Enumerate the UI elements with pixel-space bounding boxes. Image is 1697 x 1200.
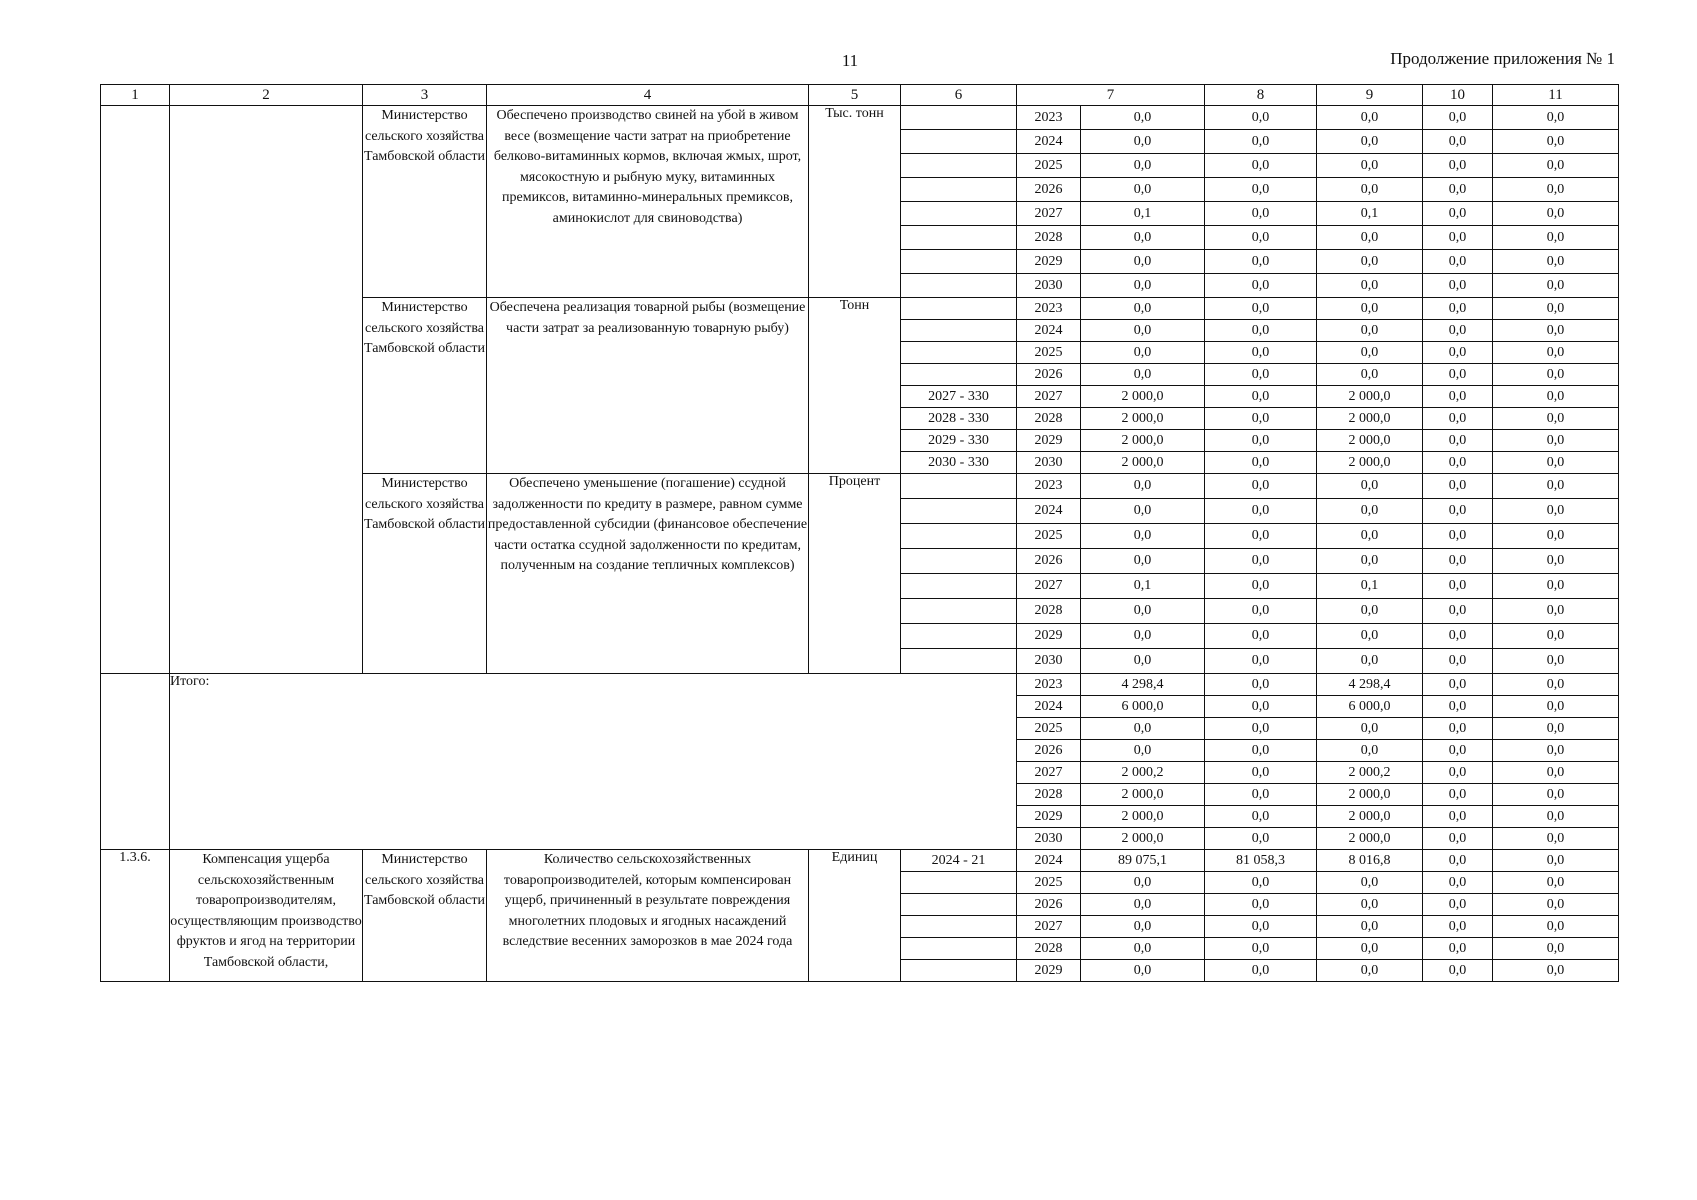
amount-cell: 0,0: [1205, 274, 1317, 298]
amount-cell: 0,0: [1205, 784, 1317, 806]
amount-cell: 2 000,0: [1317, 806, 1423, 828]
year-cell: 2027: [1017, 574, 1081, 599]
target-value-cell: [901, 320, 1017, 342]
amount-cell: 0,0: [1205, 960, 1317, 982]
amount-cell: 0,0: [1423, 960, 1493, 982]
target-value-cell: 2027 - 330: [901, 386, 1017, 408]
amount-cell: 0,0: [1493, 599, 1619, 624]
amount-cell: 0,0: [1493, 364, 1619, 386]
year-cell: 2024: [1017, 320, 1081, 342]
amount-cell: 0,0: [1081, 106, 1205, 130]
amount-cell: 0,0: [1205, 762, 1317, 784]
amount-cell: 0,0: [1423, 916, 1493, 938]
column-number-2: 2: [170, 85, 363, 106]
amount-cell: 0,0: [1423, 524, 1493, 549]
year-cell: 2029: [1017, 250, 1081, 274]
amount-cell: 0,0: [1493, 298, 1619, 320]
amount-cell: 0,0: [1493, 452, 1619, 474]
amount-cell: 0,0: [1081, 872, 1205, 894]
column-number-8: 8: [1205, 85, 1317, 106]
amount-cell: 0,0: [1081, 894, 1205, 916]
amount-cell: 0,0: [1317, 274, 1423, 298]
column-number-10: 10: [1423, 85, 1493, 106]
amount-cell: 0,0: [1423, 154, 1493, 178]
amount-cell: 0,0: [1205, 178, 1317, 202]
year-cell: 2028: [1017, 599, 1081, 624]
amount-cell: 0,0: [1423, 364, 1493, 386]
amount-cell: 0,0: [1423, 250, 1493, 274]
amount-cell: 0,0: [1205, 130, 1317, 154]
year-cell: 2025: [1017, 524, 1081, 549]
year-cell: 2028: [1017, 226, 1081, 250]
appendix-table: [100, 84, 1619, 982]
amount-cell: 0,0: [1317, 342, 1423, 364]
amount-cell: 0,0: [1423, 178, 1493, 202]
amount-cell: 2 000,0: [1081, 386, 1205, 408]
ministry-cell: Министерство сельского хозяйства Тамбовской области: [363, 474, 487, 674]
amount-cell: 8 016,8: [1317, 850, 1423, 872]
year-cell: 2026: [1017, 364, 1081, 386]
amount-cell: 0,0: [1423, 298, 1493, 320]
amount-cell: 0,0: [1493, 806, 1619, 828]
page-number: 11: [841, 51, 859, 70]
year-cell: 2023: [1017, 298, 1081, 320]
amount-cell: 0,0: [1205, 452, 1317, 474]
target-value-cell: [901, 202, 1017, 226]
amount-cell: 0,0: [1317, 894, 1423, 916]
amount-cell: 0,0: [1205, 696, 1317, 718]
event-name-cell: Компенсация ущерба сельскохозяйственным товаропроизводителям, осуществляющим производство фруктов и ягод на территории Тамбовской области,: [170, 850, 363, 982]
amount-cell: 0,0: [1081, 364, 1205, 386]
amount-cell: 0,0: [1493, 574, 1619, 599]
amount-cell: 0,0: [1205, 106, 1317, 130]
target-value-cell: [901, 960, 1017, 982]
amount-cell: 0,0: [1493, 649, 1619, 674]
column-number-6: 6: [901, 85, 1017, 106]
year-cell: 2025: [1017, 718, 1081, 740]
amount-cell: 0,0: [1423, 130, 1493, 154]
amount-cell: 0,0: [1205, 386, 1317, 408]
year-cell: 2027: [1017, 386, 1081, 408]
year-cell: 2027: [1017, 916, 1081, 938]
amount-cell: 2 000,0: [1317, 784, 1423, 806]
amount-cell: 0,0: [1205, 828, 1317, 850]
amount-cell: 0,0: [1423, 850, 1493, 872]
continuation-note: Продолжение приложения № 1: [1390, 49, 1615, 68]
amount-cell: 0,0: [1081, 599, 1205, 624]
amount-cell: 2 000,0: [1317, 828, 1423, 850]
amount-cell: 0,0: [1493, 499, 1619, 524]
total-number-cell-empty: [101, 674, 170, 850]
amount-cell: 0,0: [1205, 320, 1317, 342]
target-value-cell: [901, 916, 1017, 938]
amount-cell: 0,0: [1423, 408, 1493, 430]
ministry-cell: Министерство сельского хозяйства Тамбовской области: [363, 298, 487, 474]
amount-cell: 0,0: [1081, 549, 1205, 574]
year-cell: 2024: [1017, 696, 1081, 718]
amount-cell: 2 000,0: [1081, 408, 1205, 430]
target-value-cell: [901, 342, 1017, 364]
amount-cell: 0,0: [1205, 718, 1317, 740]
amount-cell: 0,0: [1205, 938, 1317, 960]
year-cell: 2024: [1017, 130, 1081, 154]
amount-cell: 0,0: [1493, 274, 1619, 298]
target-value-cell: [901, 274, 1017, 298]
amount-cell: 0,0: [1493, 474, 1619, 499]
target-value-cell: [901, 178, 1017, 202]
amount-cell: 0,0: [1205, 872, 1317, 894]
amount-cell: 0,0: [1423, 599, 1493, 624]
amount-cell: 0,0: [1423, 624, 1493, 649]
amount-cell: 0,0: [1423, 320, 1493, 342]
year-cell: 2023: [1017, 106, 1081, 130]
target-value-cell: [901, 599, 1017, 624]
target-value-cell: 2028 - 330: [901, 408, 1017, 430]
column-number-3: 3: [363, 85, 487, 106]
column-number-11: 11: [1493, 85, 1619, 106]
amount-cell: 0,0: [1205, 226, 1317, 250]
amount-cell: 0,0: [1205, 342, 1317, 364]
unit-cell: Единиц: [809, 850, 901, 982]
amount-cell: 0,0: [1493, 106, 1619, 130]
year-cell: 2025: [1017, 154, 1081, 178]
amount-cell: 0,0: [1493, 250, 1619, 274]
total-label: Итого:: [170, 674, 1017, 850]
amount-cell: 0,0: [1205, 250, 1317, 274]
target-value-cell: [901, 574, 1017, 599]
target-value-cell: 2024 - 21: [901, 850, 1017, 872]
amount-cell: 0,0: [1317, 499, 1423, 524]
amount-cell: 0,0: [1493, 762, 1619, 784]
amount-cell: 4 298,4: [1317, 674, 1423, 696]
year-cell: 2025: [1017, 342, 1081, 364]
amount-cell: 0,0: [1081, 250, 1205, 274]
amount-cell: 0,0: [1493, 430, 1619, 452]
total-row: [101, 674, 1619, 696]
amount-cell: 0,0: [1317, 938, 1423, 960]
year-cell: 2024: [1017, 499, 1081, 524]
amount-cell: 0,0: [1317, 872, 1423, 894]
amount-cell: 0,0: [1317, 524, 1423, 549]
amount-cell: 0,0: [1317, 960, 1423, 982]
amount-cell: 0,0: [1423, 828, 1493, 850]
indicator-cell: Обеспечено производство свиней на убой в живом весе (возмещение части затрат на приобретение белково-витаминных кормов, включая жмых, шрот, мясокостную и рыбную муку, витаминных премиксов, витаминно-минеральных премиксов, аминокислот для свиноводства): [487, 106, 809, 298]
year-cell: 2029: [1017, 960, 1081, 982]
year-cell: 2026: [1017, 740, 1081, 762]
year-cell: 2029: [1017, 430, 1081, 452]
amount-cell: 0,0: [1423, 106, 1493, 130]
amount-cell: 0,0: [1317, 916, 1423, 938]
amount-cell: 0,0: [1317, 320, 1423, 342]
amount-cell: 0,0: [1081, 960, 1205, 982]
amount-cell: 0,0: [1081, 916, 1205, 938]
amount-cell: 0,0: [1423, 649, 1493, 674]
amount-cell: 0,0: [1493, 872, 1619, 894]
amount-cell: 0,0: [1081, 524, 1205, 549]
year-cell: 2028: [1017, 938, 1081, 960]
amount-cell: 0,0: [1423, 784, 1493, 806]
target-value-cell: 2030 - 330: [901, 452, 1017, 474]
target-value-cell: [901, 226, 1017, 250]
header-row: [101, 85, 1619, 106]
amount-cell: 0,0: [1317, 718, 1423, 740]
amount-cell: 0,0: [1317, 624, 1423, 649]
amount-cell: 0,0: [1423, 274, 1493, 298]
amount-cell: 0,0: [1081, 649, 1205, 674]
amount-cell: 0,0: [1205, 740, 1317, 762]
amount-cell: 0,0: [1205, 574, 1317, 599]
amount-cell: 0,1: [1081, 574, 1205, 599]
amount-cell: 4 298,4: [1081, 674, 1205, 696]
year-cell: 2030: [1017, 274, 1081, 298]
amount-cell: 0,0: [1317, 364, 1423, 386]
amount-cell: 2 000,0: [1081, 452, 1205, 474]
amount-cell: 0,0: [1423, 740, 1493, 762]
ministry-cell: Министерство сельского хозяйства Тамбовской области: [363, 850, 487, 982]
amount-cell: 0,0: [1317, 298, 1423, 320]
year-cell: 2026: [1017, 549, 1081, 574]
amount-cell: 0,0: [1493, 154, 1619, 178]
target-value-cell: [901, 549, 1017, 574]
target-value-cell: [901, 130, 1017, 154]
amount-cell: 0,0: [1423, 894, 1493, 916]
target-value-cell: 2029 - 330: [901, 430, 1017, 452]
amount-cell: 0,0: [1493, 386, 1619, 408]
number-cell-empty: [101, 106, 170, 674]
amount-cell: 0,0: [1081, 274, 1205, 298]
amount-cell: 2 000,2: [1081, 762, 1205, 784]
amount-cell: 0,0: [1205, 364, 1317, 386]
amount-cell: 0,0: [1493, 784, 1619, 806]
amount-cell: 2 000,0: [1317, 430, 1423, 452]
unit-cell: Тыс. тонн: [809, 106, 901, 298]
amount-cell: 0,0: [1493, 740, 1619, 762]
amount-cell: 0,0: [1317, 549, 1423, 574]
amount-cell: 0,0: [1205, 430, 1317, 452]
amount-cell: 0,0: [1081, 938, 1205, 960]
amount-cell: 0,0: [1423, 202, 1493, 226]
amount-cell: 0,0: [1423, 696, 1493, 718]
amount-cell: 0,0: [1423, 718, 1493, 740]
year-cell: 2027: [1017, 202, 1081, 226]
amount-cell: 0,0: [1205, 524, 1317, 549]
target-value-cell: [901, 298, 1017, 320]
amount-cell: 0,0: [1423, 430, 1493, 452]
amount-cell: 0,0: [1317, 740, 1423, 762]
amount-cell: 0,0: [1493, 828, 1619, 850]
year-cell: 2023: [1017, 474, 1081, 499]
amount-cell: 0,0: [1423, 762, 1493, 784]
amount-cell: 0,0: [1423, 342, 1493, 364]
year-cell: 2027: [1017, 762, 1081, 784]
ministry-cell: Министерство сельского хозяйства Тамбовской области: [363, 106, 487, 298]
year-cell: 2030: [1017, 649, 1081, 674]
amount-cell: 0,0: [1493, 342, 1619, 364]
amount-cell: 6 000,0: [1317, 696, 1423, 718]
amount-cell: 0,0: [1493, 960, 1619, 982]
amount-cell: 2 000,0: [1081, 784, 1205, 806]
amount-cell: 0,0: [1317, 649, 1423, 674]
indicator-cell: Обеспечено уменьшение (погашение) ссудной задолженности по кредиту в размере, равном сумме предоставленной субсидии (финансовое обеспечение части остатка ссудной задолженности по кредитам, полученным на создание тепличных комплексов): [487, 474, 809, 674]
amount-cell: 0,0: [1423, 806, 1493, 828]
target-value-cell: [901, 499, 1017, 524]
amount-cell: 0,0: [1205, 154, 1317, 178]
amount-cell: 2 000,0: [1081, 806, 1205, 828]
amount-cell: 0,0: [1423, 474, 1493, 499]
year-cell: 2030: [1017, 452, 1081, 474]
amount-cell: 0,0: [1081, 624, 1205, 649]
amount-cell: 2 000,0: [1081, 430, 1205, 452]
column-number-9: 9: [1317, 85, 1423, 106]
amount-cell: 0,0: [1493, 718, 1619, 740]
amount-cell: 2 000,0: [1317, 452, 1423, 474]
amount-cell: 0,0: [1081, 342, 1205, 364]
table-row: [101, 850, 1619, 872]
amount-cell: 0,0: [1317, 599, 1423, 624]
amount-cell: 0,0: [1493, 226, 1619, 250]
amount-cell: 0,0: [1081, 320, 1205, 342]
amount-cell: 0,0: [1423, 574, 1493, 599]
amount-cell: 0,0: [1493, 938, 1619, 960]
amount-cell: 0,0: [1081, 740, 1205, 762]
column-number-4: 4: [487, 85, 809, 106]
amount-cell: 0,0: [1423, 938, 1493, 960]
target-value-cell: [901, 524, 1017, 549]
amount-cell: 0,0: [1205, 649, 1317, 674]
year-cell: 2030: [1017, 828, 1081, 850]
amount-cell: 0,0: [1423, 674, 1493, 696]
year-cell: 2028: [1017, 408, 1081, 430]
amount-cell: 0,0: [1317, 250, 1423, 274]
amount-cell: 0,0: [1317, 130, 1423, 154]
year-cell: 2024: [1017, 850, 1081, 872]
amount-cell: 0,0: [1205, 499, 1317, 524]
amount-cell: 6 000,0: [1081, 696, 1205, 718]
target-value-cell: [901, 474, 1017, 499]
amount-cell: 0,0: [1423, 499, 1493, 524]
amount-cell: 0,0: [1493, 916, 1619, 938]
amount-cell: 0,0: [1317, 226, 1423, 250]
amount-cell: 0,0: [1081, 178, 1205, 202]
column-number-5: 5: [809, 85, 901, 106]
unit-cell: Тонн: [809, 298, 901, 474]
amount-cell: 0,0: [1317, 178, 1423, 202]
year-cell: 2029: [1017, 806, 1081, 828]
amount-cell: 0,0: [1493, 674, 1619, 696]
amount-cell: 0,0: [1493, 624, 1619, 649]
year-cell: 2025: [1017, 872, 1081, 894]
year-cell: 2029: [1017, 624, 1081, 649]
amount-cell: 0,0: [1493, 696, 1619, 718]
amount-cell: 0,0: [1205, 474, 1317, 499]
amount-cell: 0,0: [1205, 916, 1317, 938]
amount-cell: 0,0: [1205, 298, 1317, 320]
target-value-cell: [901, 364, 1017, 386]
amount-cell: 89 075,1: [1081, 850, 1205, 872]
amount-cell: 0,0: [1081, 499, 1205, 524]
amount-cell: 2 000,0: [1081, 828, 1205, 850]
amount-cell: 0,0: [1423, 549, 1493, 574]
amount-cell: 0,0: [1205, 894, 1317, 916]
amount-cell: 0,0: [1493, 178, 1619, 202]
amount-cell: 0,0: [1205, 674, 1317, 696]
amount-cell: 2 000,0: [1317, 386, 1423, 408]
amount-cell: 2 000,2: [1317, 762, 1423, 784]
amount-cell: 0,1: [1317, 574, 1423, 599]
amount-cell: 0,1: [1081, 202, 1205, 226]
unit-cell: Процент: [809, 474, 901, 674]
amount-cell: 0,0: [1205, 806, 1317, 828]
amount-cell: 0,0: [1205, 624, 1317, 649]
amount-cell: 0,0: [1205, 408, 1317, 430]
target-value-cell: [901, 106, 1017, 130]
target-value-cell: [901, 154, 1017, 178]
amount-cell: 0,0: [1493, 894, 1619, 916]
amount-cell: 0,0: [1493, 320, 1619, 342]
target-value-cell: [901, 938, 1017, 960]
amount-cell: 0,0: [1493, 408, 1619, 430]
amount-cell: 81 058,3: [1205, 850, 1317, 872]
amount-cell: 0,0: [1205, 599, 1317, 624]
amount-cell: 0,0: [1423, 872, 1493, 894]
amount-cell: 0,0: [1081, 154, 1205, 178]
year-cell: 2028: [1017, 784, 1081, 806]
target-value-cell: [901, 250, 1017, 274]
amount-cell: 0,0: [1317, 154, 1423, 178]
indicator-cell: Обеспечена реализация товарной рыбы (возмещение части затрат за реализованную товарную рыбу): [487, 298, 809, 474]
amount-cell: 0,0: [1493, 850, 1619, 872]
target-value-cell: [901, 894, 1017, 916]
amount-cell: 0,0: [1493, 130, 1619, 154]
amount-cell: 0,0: [1081, 226, 1205, 250]
amount-cell: 0,0: [1081, 474, 1205, 499]
amount-cell: 0,0: [1317, 106, 1423, 130]
amount-cell: 0,0: [1423, 386, 1493, 408]
target-value-cell: [901, 624, 1017, 649]
amount-cell: 0,0: [1493, 202, 1619, 226]
amount-cell: 2 000,0: [1317, 408, 1423, 430]
amount-cell: 0,0: [1423, 452, 1493, 474]
amount-cell: 0,0: [1493, 524, 1619, 549]
column-number-7: 7: [1017, 85, 1205, 106]
amount-cell: 0,0: [1205, 549, 1317, 574]
amount-cell: 0,1: [1317, 202, 1423, 226]
event-name-cell-empty: [170, 106, 363, 674]
amount-cell: 0,0: [1081, 718, 1205, 740]
amount-cell: 0,0: [1081, 130, 1205, 154]
item-number: 1.3.6.: [101, 850, 170, 982]
target-value-cell: [901, 872, 1017, 894]
amount-cell: 0,0: [1081, 298, 1205, 320]
indicator-cell: Количество сельскохозяйственных товаропроизводителей, которым компенсирован ущерб, причиненный в результате повреждения многолетних плодовых и ягодных насаждений вследствие весенних заморозков в мае 2024 года: [487, 850, 809, 982]
amount-cell: 0,0: [1205, 202, 1317, 226]
amount-cell: 0,0: [1423, 226, 1493, 250]
amount-cell: 0,0: [1493, 549, 1619, 574]
year-cell: 2026: [1017, 894, 1081, 916]
target-value-cell: [901, 649, 1017, 674]
year-cell: 2023: [1017, 674, 1081, 696]
column-number-1: 1: [101, 85, 170, 106]
table-row: [101, 106, 1619, 130]
amount-cell: 0,0: [1317, 474, 1423, 499]
year-cell: 2026: [1017, 178, 1081, 202]
